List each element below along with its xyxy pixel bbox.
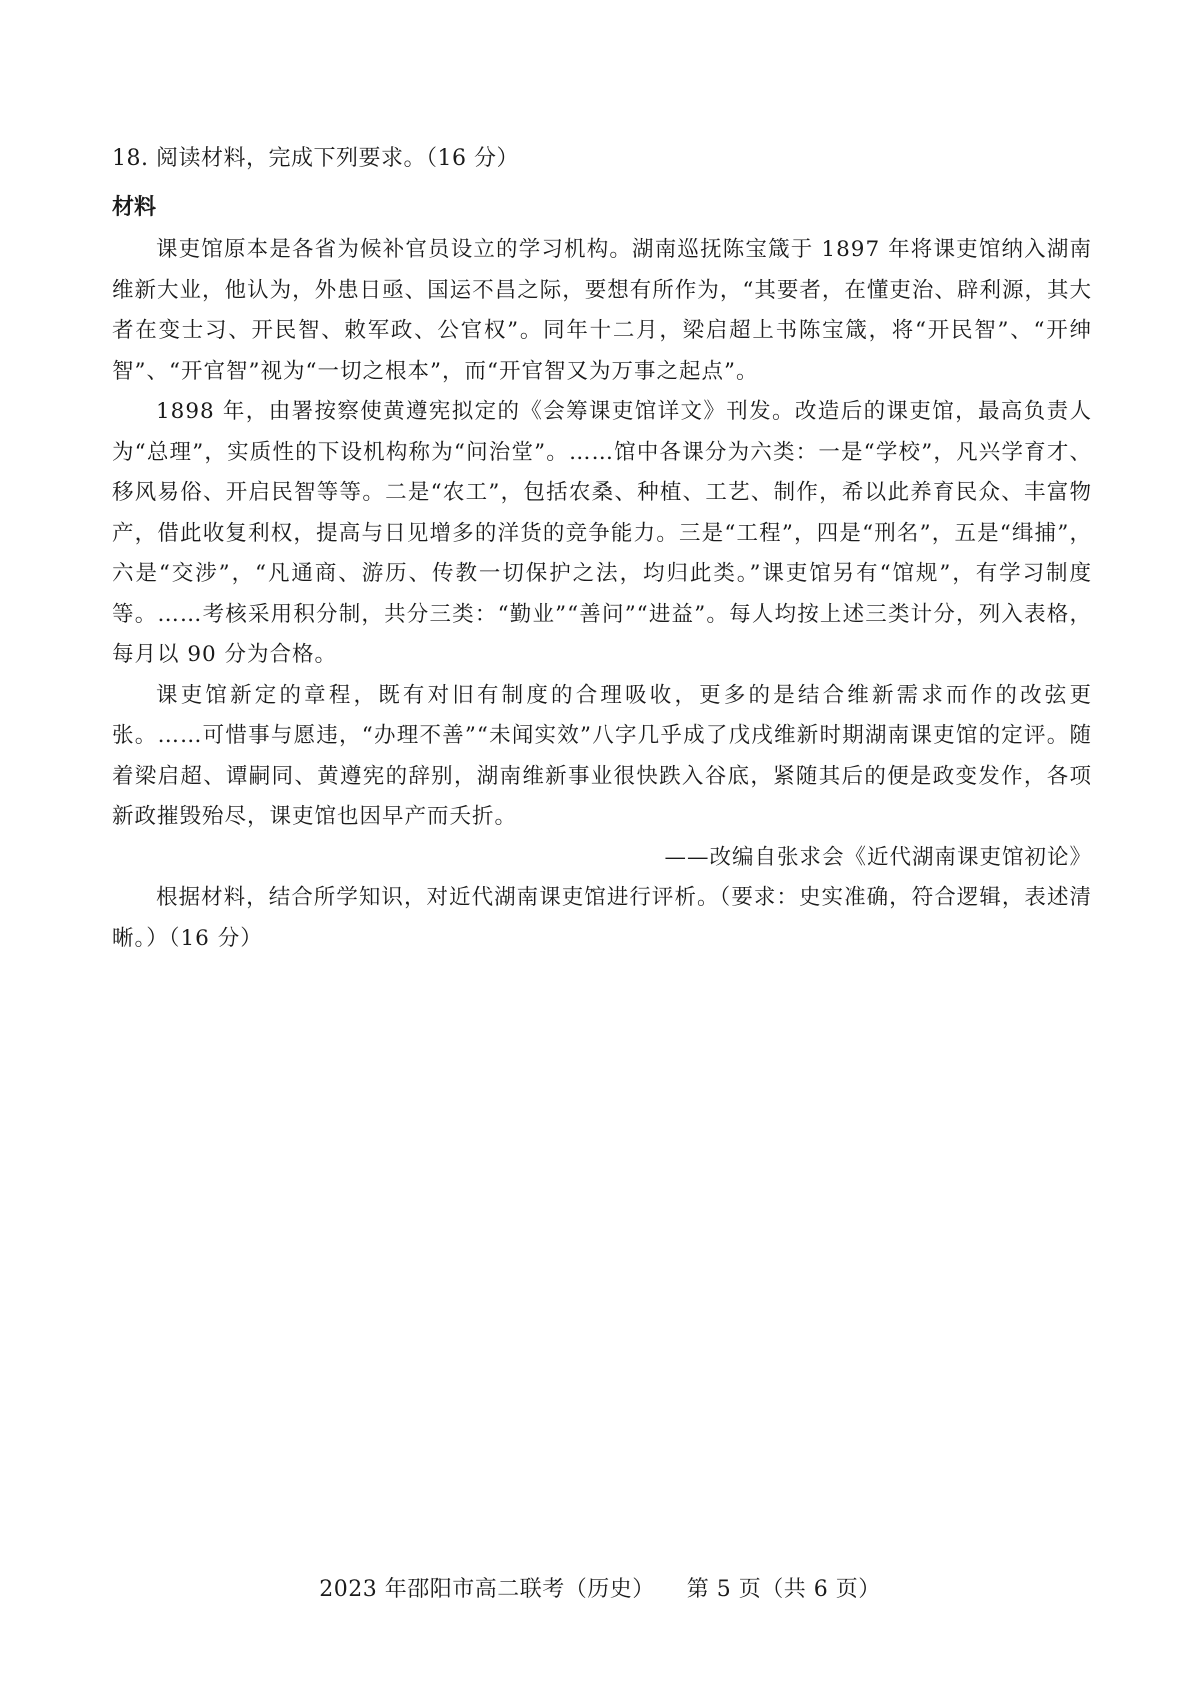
material-paragraph: 课吏馆新定的章程，既有对旧有制度的合理吸收，更多的是结合维新需求而作的改弦更张。……可惜事与愿违，“办理不善”“未闻实效”八字几乎成了戊戌维新时期湖南课吏馆的定评。随着梁启超、谭嗣同、黄遵宪的辞别，湖南维新事业很快跌入谷底，紧随其后的便是政变发作，各项新政摧毁殆尽，课吏馆也因早产而夭折。 <box>112 682 1092 829</box>
question-title: 18. 阅读材料，完成下列要求。（16 分） <box>112 146 519 171</box>
footer-page-number: 第 5 页（共 6 页） <box>686 1577 881 1602</box>
material-label: 材料 <box>112 194 157 220</box>
material-body <box>112 230 1092 959</box>
material-source: ——改编自张求会《近代湖南课吏馆初论》 <box>664 844 1092 870</box>
footer-exam-title: 2023 年邵阳市高二联考（历史） <box>319 1577 655 1602</box>
page-footer <box>0 1575 1200 1605</box>
material-paragraph: 课吏馆原本是各省为候补官员设立的学习机构。湖南巡抚陈宝箴于 1897 年将课吏馆纳入湖南维新大业，他认为，外患日亟、国运不昌之际，要想有所作为，“其要者，在懂吏治、辟利源，其大者在变士习、开民智、敕军政、公官权”。同年十二月，梁启超上书陈宝箴，将“开民智”、“开绅智”、“开官智”视为“一切之根本”，而“开官智又为万事之起点”。 <box>112 237 1092 384</box>
material-paragraph: 1898 年，由署按察使黄遵宪拟定的《会筹课吏馆详文》刊发。改造后的课吏馆，最高负责人为“总理”，实质性的下设机构称为“问治堂”。……馆中各课分为六类：一是“学校”，凡兴学育才、移风易俗、开启民智等等。二是“农工”，包括农桑、种植、工艺、制作，希以此养育民众、丰富物产，借此收复利权，提高与日见增多的洋货的竞争能力。三是“工程”，四是“刑名”，五是“缉捕”，六是“交涉”，“凡通商、游历、传教一切保护之法，均归此类。”课吏馆另有“馆规”，有学习制度等。……考核采用积分制，共分三类：“勤业”“善问”“进益”。每人均按上述三类计分，列入表格，每月以 90 分为合格。 <box>112 399 1092 667</box>
question-prompt: 根据材料，结合所学知识，对近代湖南课吏馆进行评析。（要求：史实准确，符合逻辑，表述清晰。）（16 分） <box>112 885 1092 951</box>
